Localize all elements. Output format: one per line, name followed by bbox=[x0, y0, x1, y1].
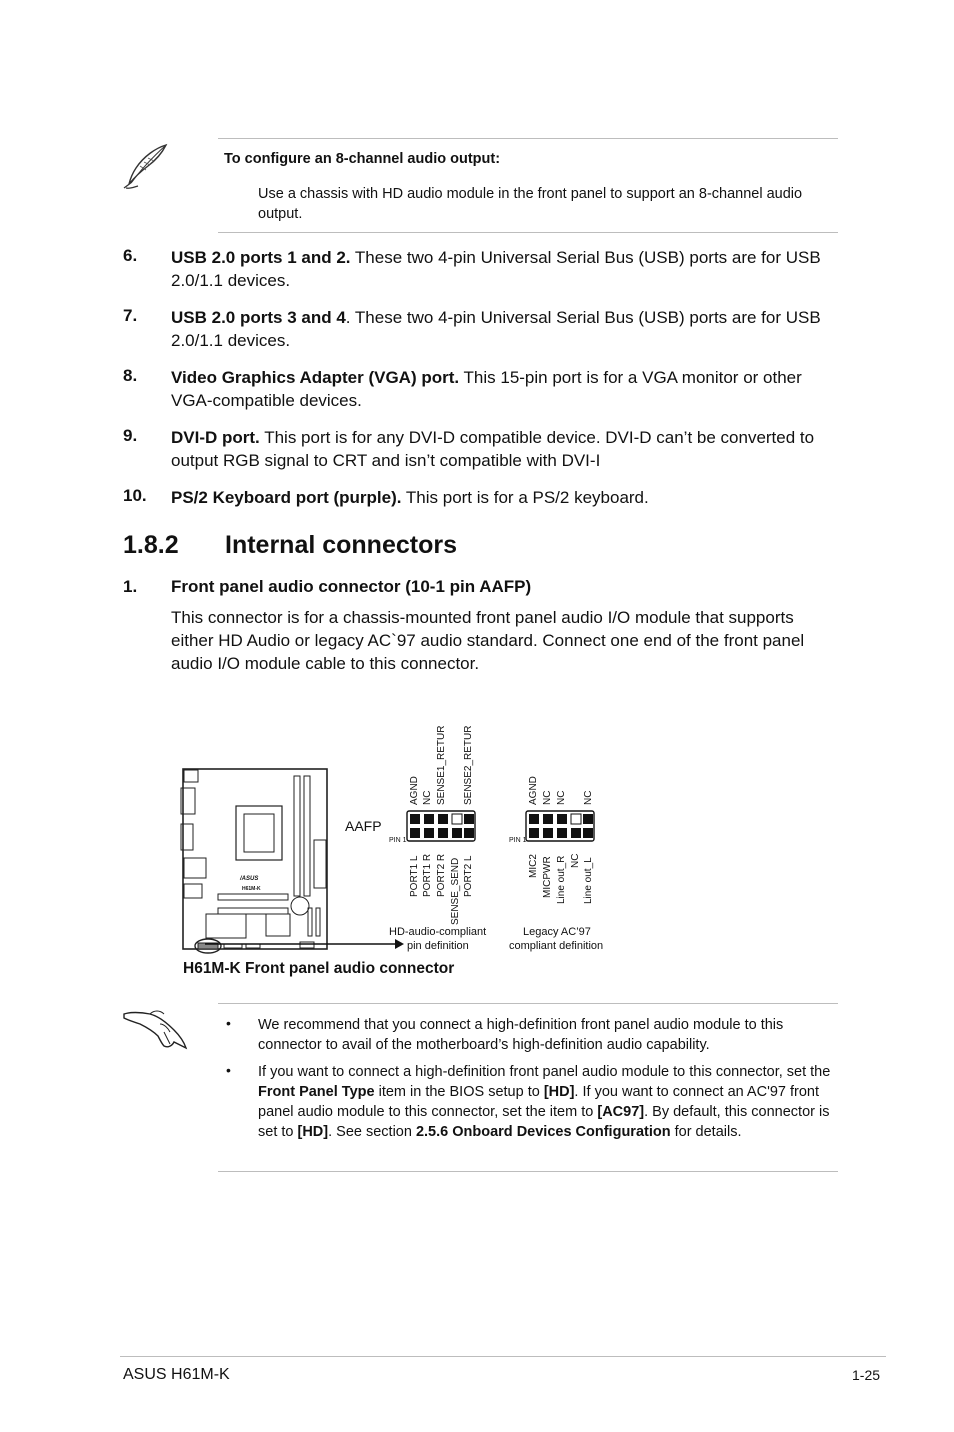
hd-top-pin-label: SENSE1_RETUR bbox=[436, 725, 447, 805]
section-title: Internal connectors bbox=[225, 531, 457, 559]
hd-bottom-pin-label: PORT2 R bbox=[436, 853, 447, 897]
ac97-pin-header bbox=[525, 810, 597, 842]
item-text bbox=[171, 486, 839, 509]
ac97-bottom-pin-label: MICPWR bbox=[542, 856, 553, 898]
note-top-text: Use a chassis with HD audio module in the front panel to support an 8-channel audio output. bbox=[258, 186, 803, 222]
hd-top-pin-label: SENSE2_RETUR bbox=[463, 725, 474, 805]
bullet2-text: item in the BIOS setup to bbox=[374, 1084, 544, 1100]
footer-product: ASUS H61M-K bbox=[123, 1366, 230, 1383]
item-number: 7. bbox=[123, 306, 138, 325]
bullet-marker: • bbox=[226, 1062, 231, 1078]
note-top-rule-bottom bbox=[218, 232, 838, 233]
item-body: This 15-pin port is for a VGA monitor or other VGA-compatible devices. bbox=[171, 368, 802, 410]
section-number: 1.8.2 bbox=[123, 531, 179, 559]
ac97-top-pin-label: NC bbox=[542, 790, 553, 805]
note-bottom-bullet1: We recommend that you connect a high-definition front panel audio module to this connector to avail of the motherboard’s high-definition audio capability. bbox=[258, 1017, 784, 1053]
bullet-marker: • bbox=[226, 1015, 231, 1031]
hd-bottom-pin-label: PORT1 R bbox=[422, 853, 433, 897]
item-heading: Video Graphics Adapter (VGA) port. bbox=[171, 368, 460, 387]
pin1-label-ac97: PIN 1 bbox=[509, 837, 527, 844]
footer-rule bbox=[120, 1356, 886, 1357]
ac97-top-pin-label: NC bbox=[583, 790, 594, 805]
hd-pin-header bbox=[406, 810, 478, 842]
item-text bbox=[171, 246, 839, 292]
ac97-top-pin-label: NC bbox=[556, 790, 567, 805]
bullet2-text: for details. bbox=[670, 1124, 742, 1140]
item-text bbox=[171, 426, 839, 472]
bullet2-text: . See section bbox=[328, 1124, 416, 1140]
bullet2-bold: 2.5.6 Onboard Devices Configuration bbox=[415, 1124, 671, 1140]
hd-bottom-pin-label: PORT2 L bbox=[463, 855, 474, 897]
bullet2-text: . If you want to connect an AC'97 front panel audio module to this connector, set the item to bbox=[258, 1084, 820, 1120]
ac97-caption-line1: Legacy AC’97 bbox=[523, 926, 591, 938]
item-body: This port is for any DVI-D compatible device. DVI-D can’t be converted to output RGB signal to CRT and isn’t compatible with DVI-I bbox=[171, 428, 815, 470]
connector-description: This connector is for a chassis-mounted front panel audio I/O module that supports either HD Audio or legacy AC`97 audio standard. Connect one end of the front panel audio I/O module cable to this connector. bbox=[171, 608, 805, 673]
connector-title: Front panel audio connector (10-1 pin AAFP) bbox=[171, 577, 532, 596]
pointer-arrow bbox=[205, 938, 405, 950]
item-heading: PS/2 Keyboard port (purple). bbox=[171, 488, 402, 507]
note-top-rule-top bbox=[218, 138, 838, 139]
note-bottom-rule-bottom bbox=[218, 1171, 838, 1172]
board-brand-logo: /ASUS bbox=[240, 876, 259, 882]
ac97-caption-line2: compliant definition bbox=[509, 940, 604, 952]
pin1-label-hd: PIN 1 bbox=[389, 837, 407, 844]
hd-caption-line2: pin definition bbox=[407, 940, 469, 952]
bullet2-text: . By default, this connector is set to bbox=[258, 1104, 830, 1140]
hd-top-pin-label: NC bbox=[422, 790, 433, 805]
bullet2-bold: [HD] bbox=[543, 1084, 575, 1100]
note-bottom-bullet2 bbox=[258, 1062, 836, 1142]
note-top-title: To configure an 8-channel audio output: bbox=[224, 151, 501, 167]
note-bottom-rule-top bbox=[218, 1003, 838, 1004]
pen-icon bbox=[120, 142, 172, 192]
item-text bbox=[171, 366, 839, 412]
hd-bottom-pin-label: PORT1 L bbox=[409, 855, 420, 897]
item-body: . These two 4-pin Universal Serial Bus (USB) ports are for USB 2.0/1.1 devices. bbox=[171, 308, 821, 350]
ac97-bottom-pin-label: Line out_R bbox=[556, 855, 567, 904]
ac97-bottom-pin-label: NC bbox=[570, 853, 581, 868]
connector-number: 1. bbox=[123, 577, 138, 596]
motherboard-illustration bbox=[180, 766, 336, 956]
board-model-label: H61M-K bbox=[242, 886, 261, 892]
bullet2-bold: Front Panel Type bbox=[258, 1084, 375, 1100]
item-number: 6. bbox=[123, 246, 138, 265]
item-heading: DVI-D port. bbox=[171, 428, 260, 447]
bullet2-bold: [HD] bbox=[297, 1124, 329, 1140]
item-number: 10. bbox=[123, 486, 147, 505]
item-number: 9. bbox=[123, 426, 138, 445]
hand-icon bbox=[120, 1002, 190, 1054]
item-text bbox=[171, 306, 839, 352]
ac97-bottom-pin-label: MIC2 bbox=[528, 854, 539, 878]
bullet2-bold: [AC97] bbox=[597, 1104, 645, 1120]
item-body: These two 4-pin Universal Serial Bus (USB) ports are for USB 2.0/1.1 devices. bbox=[171, 248, 821, 290]
header-label: AAFP bbox=[345, 818, 382, 834]
hd-bottom-pin-label: SENSE_SEND bbox=[450, 857, 461, 925]
hd-caption-line1: HD-audio-compliant bbox=[389, 926, 487, 938]
item-heading: USB 2.0 ports 3 and 4 bbox=[171, 308, 346, 327]
ac97-bottom-pin-label: Line out_L bbox=[583, 857, 594, 904]
item-heading: USB 2.0 ports 1 and 2. bbox=[171, 248, 351, 267]
ac97-top-pin-label: AGND bbox=[528, 776, 539, 805]
bullet2-text: If you want to connect a high-definition front panel audio module to this connector, set the bbox=[258, 1064, 831, 1080]
hd-top-pin-label: AGND bbox=[409, 776, 420, 805]
footer-page-number: 1-25 bbox=[852, 1367, 881, 1383]
item-number: 8. bbox=[123, 366, 138, 385]
diagram-caption: H61M-K Front panel audio connector bbox=[183, 960, 455, 977]
item-body: This port is for a PS/2 keyboard. bbox=[401, 488, 649, 507]
